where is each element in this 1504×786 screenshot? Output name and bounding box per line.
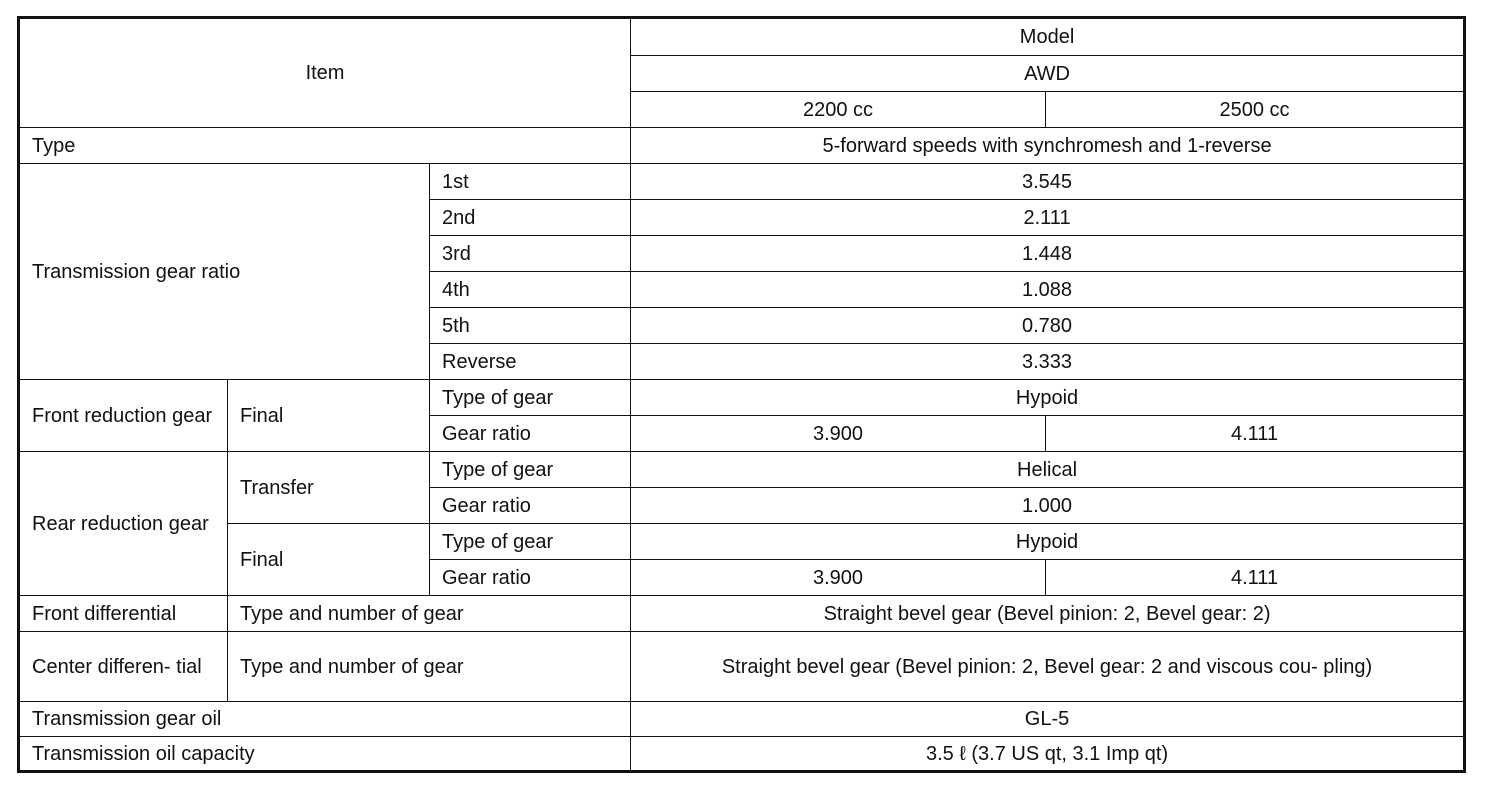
front-gear-ratio-2200: 3.900: [631, 416, 1046, 452]
transmission-oil-capacity-label: Transmission oil capacity: [19, 737, 631, 772]
rear-final-type-of-gear-value: Hypoid: [631, 524, 1465, 560]
front-type-of-gear-label: Type of gear: [430, 380, 631, 416]
front-differential-sub-label: Type and number of gear: [228, 596, 631, 632]
center-differential-value: Straight bevel gear (Bevel pinion: 2, Bevel gear: 2 and viscous cou- pling): [631, 632, 1465, 702]
gear-name: 1st: [430, 164, 631, 200]
front-reduction-gear-label: Front reduction gear: [19, 380, 228, 452]
front-differential-value: Straight bevel gear (Bevel pinion: 2, Bevel gear: 2): [631, 596, 1465, 632]
gear-ratio-value: 1.448: [631, 236, 1465, 272]
transfer-gear-ratio-value: 1.000: [631, 488, 1465, 524]
rear-transfer-label: Transfer: [228, 452, 430, 524]
gear-ratio-value: 3.333: [631, 344, 1465, 380]
transfer-type-of-gear-value: Helical: [631, 452, 1465, 488]
transfer-gear-ratio-label: Gear ratio: [430, 488, 631, 524]
gear-name: 4th: [430, 272, 631, 308]
front-gear-ratio-2500: 4.111: [1046, 416, 1465, 452]
specifications-table: [17, 16, 1466, 773]
header-item: Item: [19, 18, 631, 128]
header-model: Model: [631, 18, 1465, 56]
front-type-of-gear-value: Hypoid: [631, 380, 1465, 416]
rear-final-gear-ratio-label: Gear ratio: [430, 560, 631, 596]
rear-reduction-gear-label: Rear reduction gear: [19, 452, 228, 596]
transfer-type-of-gear-label: Type of gear: [430, 452, 631, 488]
header-2200cc: 2200 cc: [631, 92, 1046, 128]
gear-name: 5th: [430, 308, 631, 344]
gear-ratio-value: 3.545: [631, 164, 1465, 200]
header-awd: AWD: [631, 56, 1465, 92]
rear-final-gear-ratio-2200: 3.900: [631, 560, 1046, 596]
rear-final-type-of-gear-label: Type of gear: [430, 524, 631, 560]
header-2500cc: 2500 cc: [1046, 92, 1465, 128]
transmission-gear-oil-label: Transmission gear oil: [19, 702, 631, 737]
type-label: Type: [19, 128, 631, 164]
center-differential-sub-label: Type and number of gear: [228, 632, 631, 702]
gear-name: 2nd: [430, 200, 631, 236]
gear-ratio-value: 1.088: [631, 272, 1465, 308]
transmission-gear-ratio-label: Transmission gear ratio: [19, 164, 430, 380]
gear-name: Reverse: [430, 344, 631, 380]
center-differential-label: Center differen- tial: [19, 632, 228, 702]
gear-ratio-value: 2.111: [631, 200, 1465, 236]
front-gear-ratio-label: Gear ratio: [430, 416, 631, 452]
transmission-gear-oil-value: GL-5: [631, 702, 1465, 737]
rear-final-label: Final: [228, 524, 430, 596]
transmission-oil-capacity-value: 3.5 ℓ (3.7 US qt, 3.1 Imp qt): [631, 737, 1465, 772]
gear-name: 3rd: [430, 236, 631, 272]
rear-final-gear-ratio-2500: 4.111: [1046, 560, 1465, 596]
front-final-label: Final: [228, 380, 430, 452]
type-value: 5-forward speeds with synchromesh and 1-reverse: [631, 128, 1465, 164]
gear-ratio-value: 0.780: [631, 308, 1465, 344]
front-differential-label: Front differential: [19, 596, 228, 632]
